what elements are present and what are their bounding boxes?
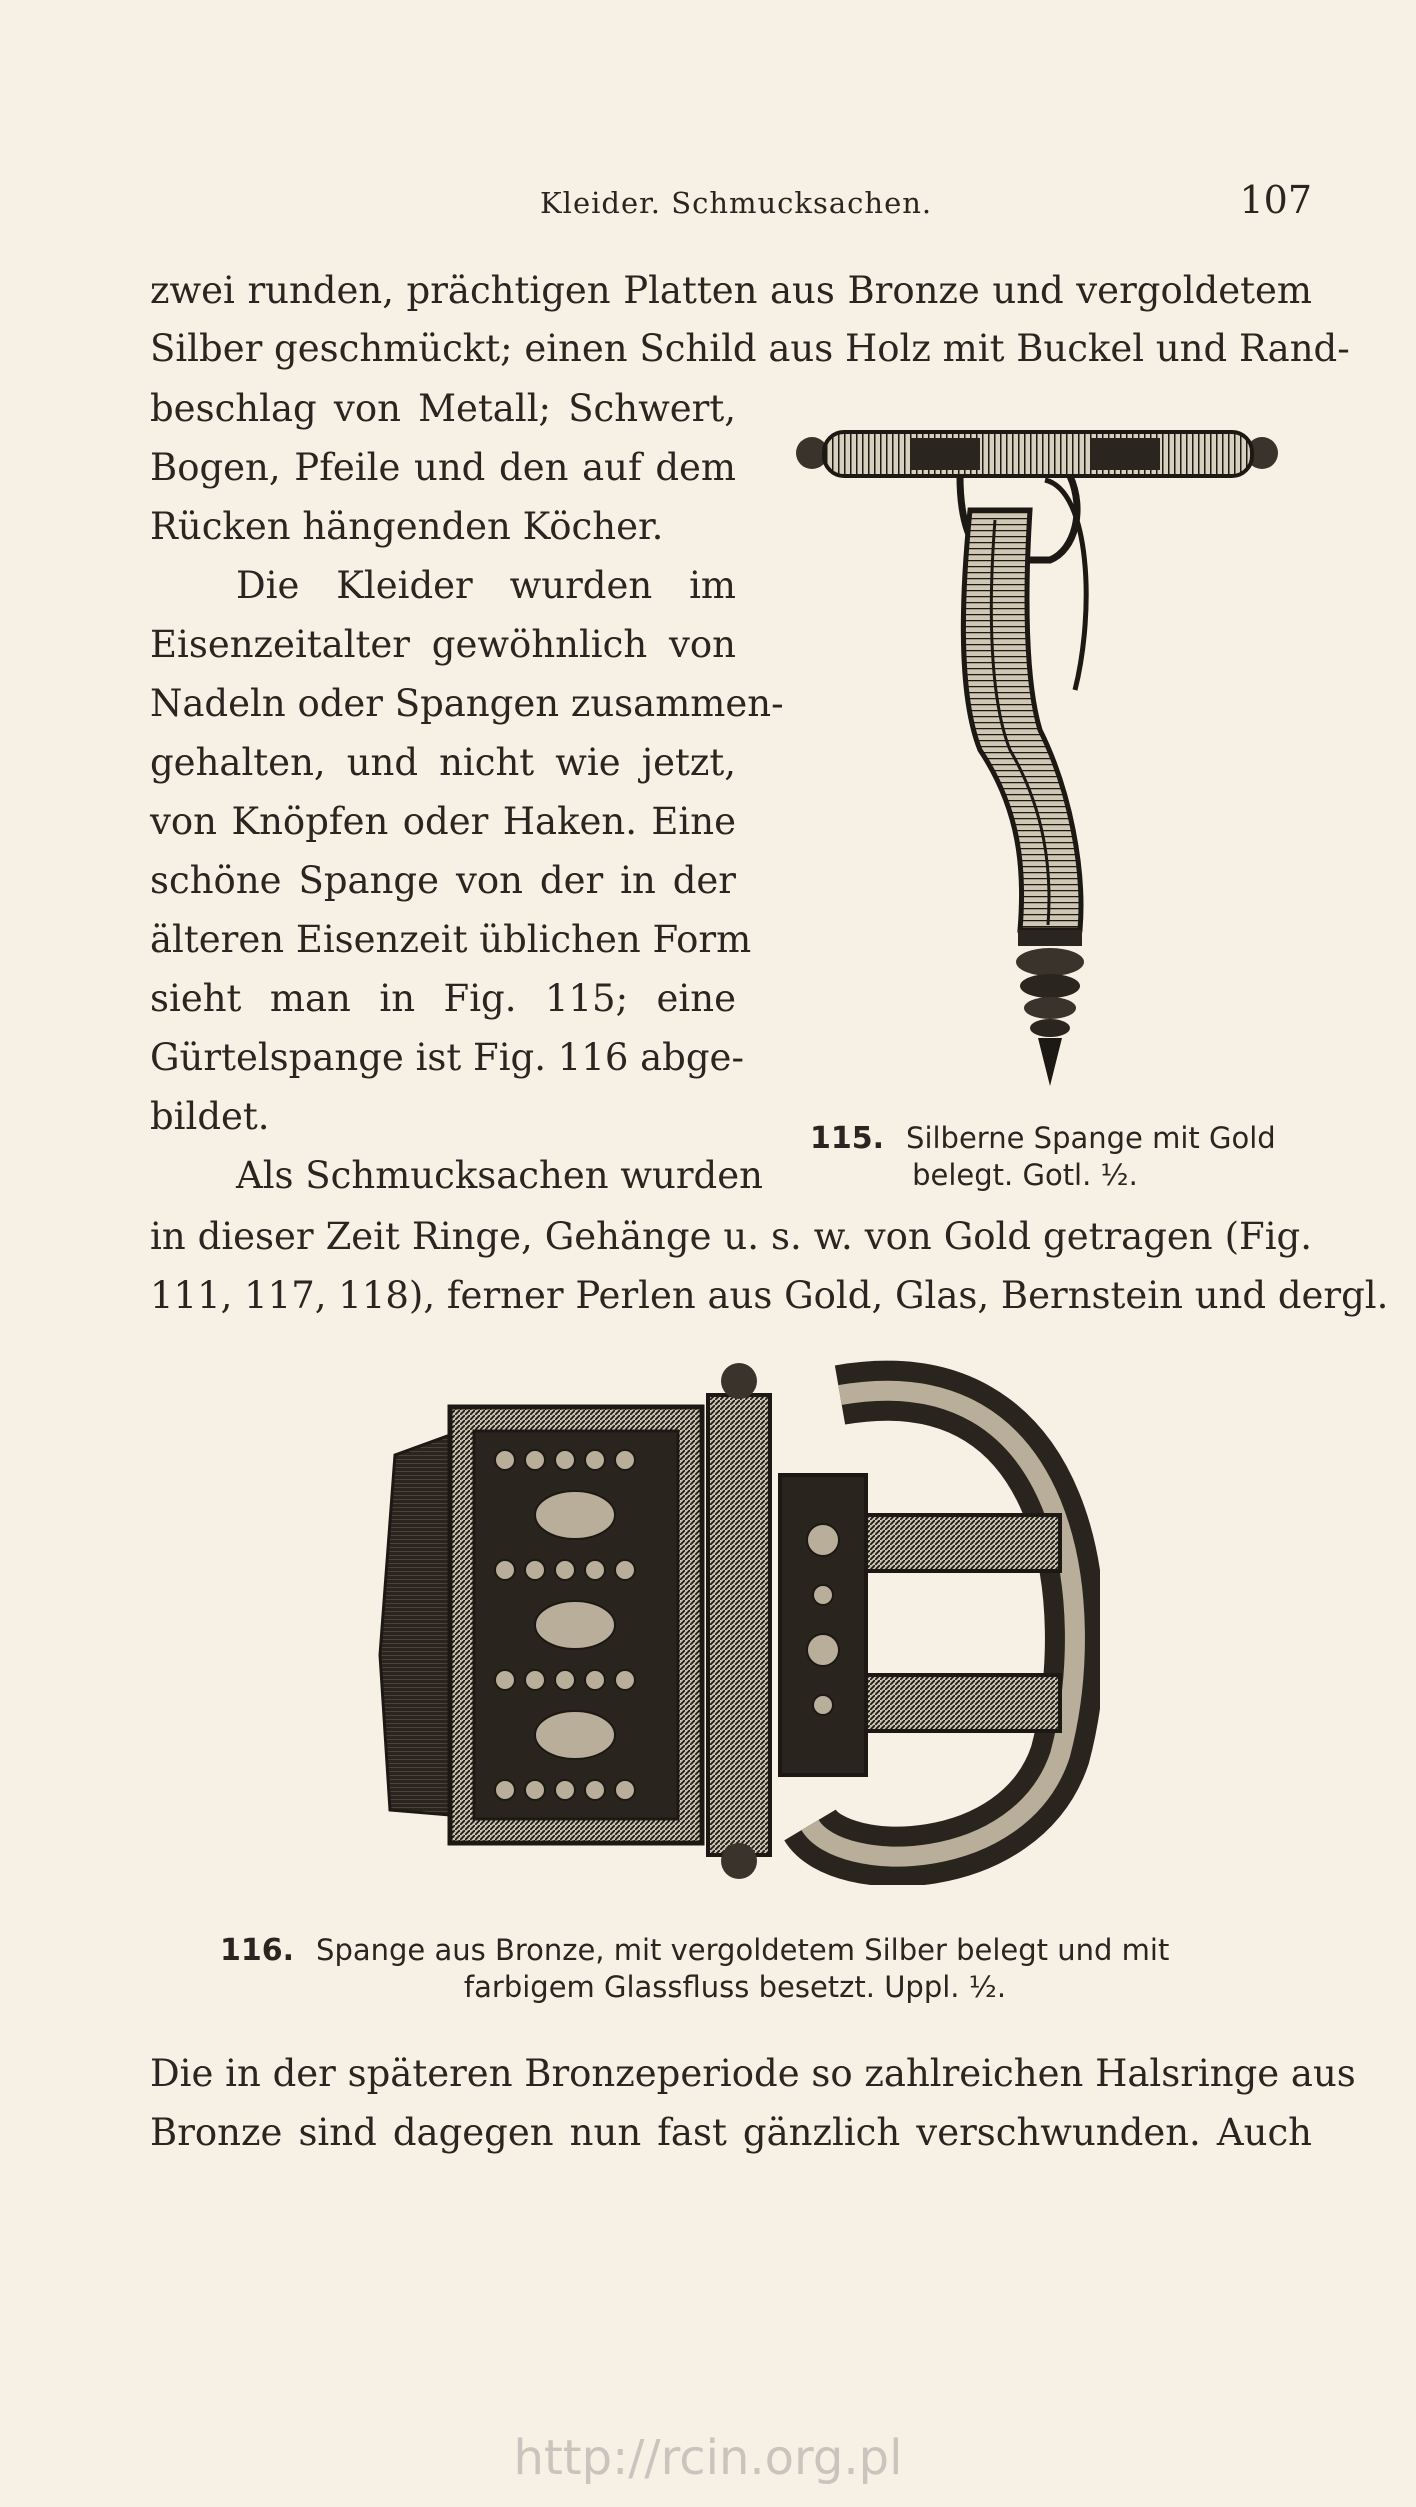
- page-number: 107: [1239, 178, 1312, 222]
- fig115-caption-line1: Silberne Spange mit Gold: [906, 1121, 1276, 1155]
- body-line: in dieser Zeit Ringe, Gehänge u. s. w. von Gold getragen (Fig.: [150, 1215, 1312, 1258]
- wrap-line: Die Kleider wurden im: [236, 564, 736, 607]
- wrap-line: Eisenzeitalter gewöhnlich von: [150, 623, 736, 666]
- wrap-line: Gürtelspange ist Fig. 116 abge-: [150, 1036, 744, 1079]
- wrap-line: von Knöpfen oder Haken. Eine: [150, 800, 736, 843]
- wrap-line: gehalten, und nicht wie jetzt,: [150, 741, 736, 784]
- wrap-line: bildet.: [150, 1095, 270, 1138]
- fig116-number: 116.: [220, 1933, 295, 1968]
- fig115-number: 115.: [810, 1121, 885, 1156]
- fig116-caption-line1: Spange aus Bronze, mit vergoldetem Silber belegt und mit: [316, 1933, 1170, 1967]
- fig116-caption: [220, 1932, 1240, 2005]
- watermark-url: http://rcin.org.pl: [513, 2430, 903, 2486]
- wrap-line: Als Schmucksachen wurden: [236, 1154, 763, 1197]
- wrap-line: sieht man in Fig. 115; eine: [150, 977, 736, 1020]
- wrap-line: beschlag von Metall; Schwert,: [150, 387, 736, 430]
- fig116-buckle-illustration: [370, 1355, 1100, 1885]
- wrap-line: Rücken hängenden Köcher.: [150, 505, 664, 548]
- body-line: Die in der späteren Bronzeperiode so zahlreichen Halsringe aus: [150, 2052, 1356, 2095]
- fig115-caption-line2: belegt. Gotl. ½.: [912, 1158, 1138, 1192]
- wrap-line: älteren Eisenzeit üblichen Form: [150, 918, 752, 961]
- page-header: [150, 178, 1312, 228]
- body-line: zwei runden, prächtigen Platten aus Bronze und vergoldetem: [150, 269, 1312, 312]
- wrap-line: Nadeln oder Spangen zusammen-: [150, 682, 784, 725]
- fig116-caption-line2: farbigem Glassfluss besetzt. Uppl. ½.: [463, 1970, 1007, 2004]
- fig115-brooch-illustration: [790, 410, 1290, 1090]
- fig115-caption: [810, 1120, 1310, 1193]
- running-head: Kleider. Schmucksachen.: [540, 186, 933, 220]
- wrap-line: Bogen, Pfeile und den auf dem: [150, 446, 736, 489]
- body-line: Silber geschmückt; einen Schild aus Holz mit Buckel und Rand-: [150, 327, 1350, 370]
- body-line: 111, 117, 118), ferner Perlen aus Gold, Glas, Bernstein und dergl.: [150, 1274, 1389, 1317]
- wrap-line: schöne Spange von der in der: [150, 859, 736, 902]
- body-line: Bronze sind dagegen nun fast gänzlich verschwunden. Auch: [150, 2111, 1312, 2154]
